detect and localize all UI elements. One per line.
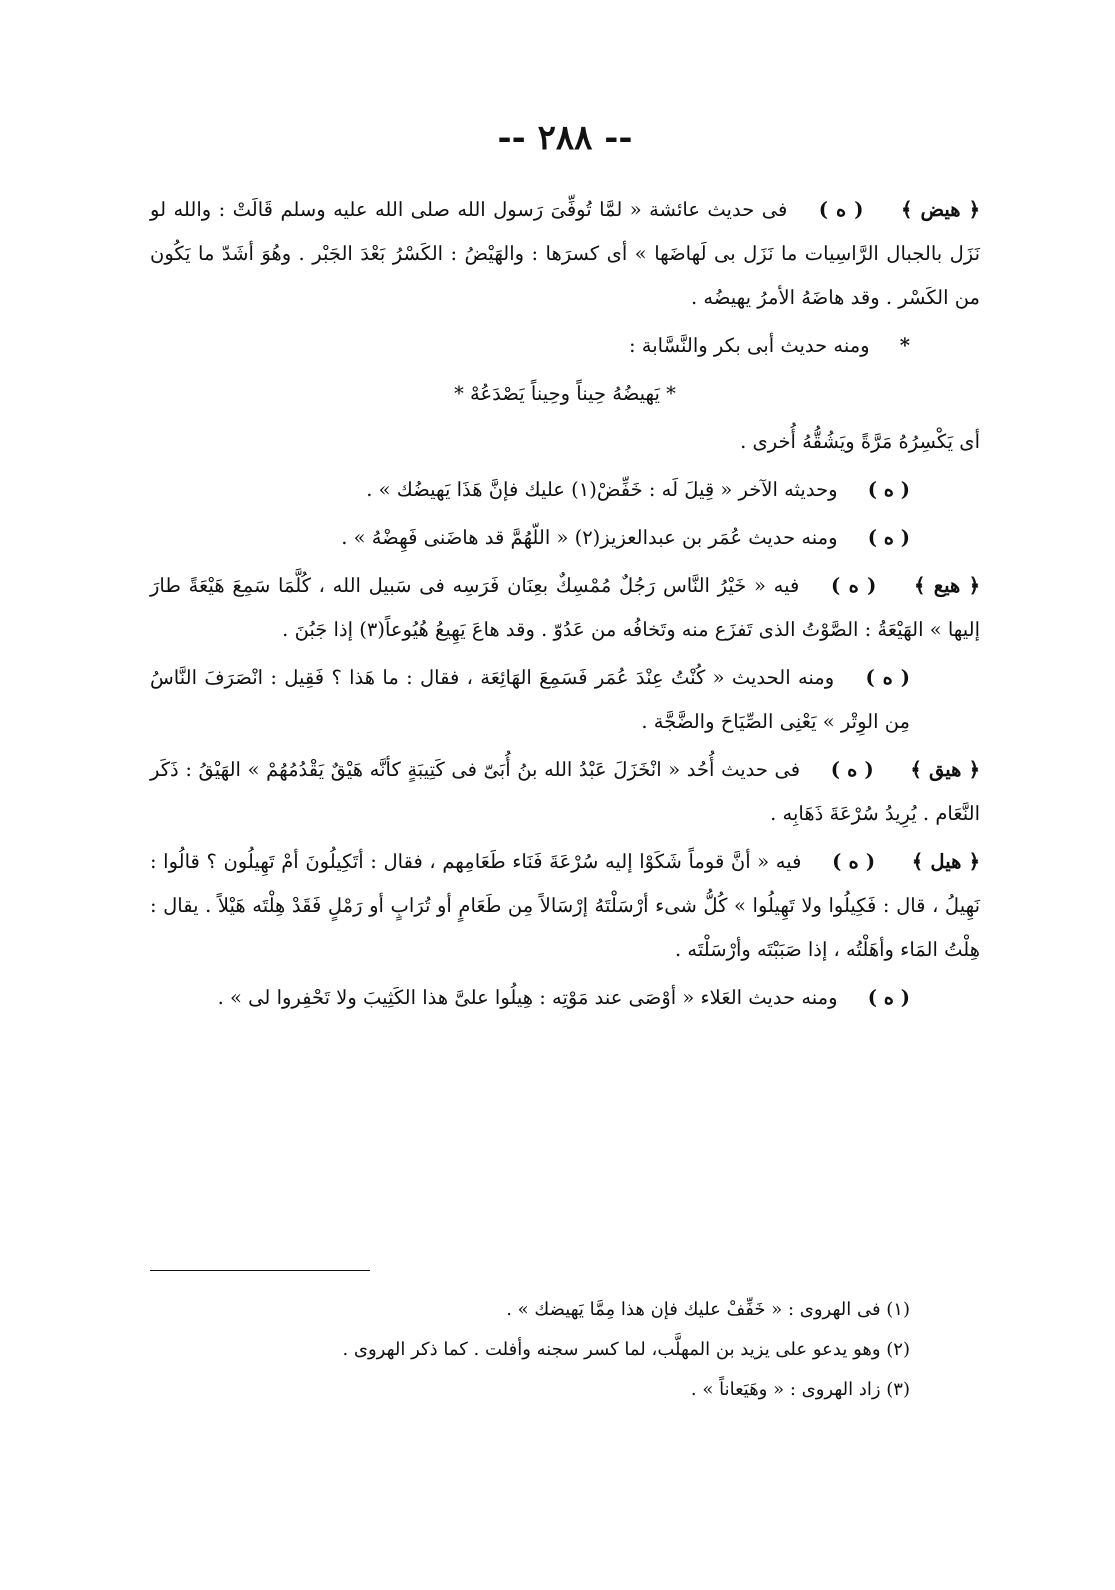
footnote-1: (١) فى الهروى : « خَفِّفْ عليك فإن هذا مِمَّا يَهيضك » . xyxy=(506,1299,910,1320)
source-mark: ( ه ) xyxy=(867,478,910,501)
entry-text: ومنه حديث عُمَر بن عبدالعزيز(٢) « اللّهُمَّ قد هاضَنى فَهِضْهُ » . xyxy=(341,526,838,549)
source-mark: ( ه ) xyxy=(830,758,874,781)
entry-keyword: ﴿ هيق ﴾ xyxy=(910,758,981,781)
footnote-3: (٣) زاد الهروى : « وهَيَعاناً » . xyxy=(690,1379,910,1400)
entry-gloss xyxy=(150,420,980,464)
entry-subitem xyxy=(150,516,980,560)
star-mark: * xyxy=(899,334,910,357)
entry-subitem xyxy=(150,656,980,744)
main-text xyxy=(150,188,980,1024)
source-mark: ( ه ) xyxy=(867,986,910,1009)
verse-text: * يَهيضُهُ حِيناً وحِيناً يَصْدَعُهْ * xyxy=(454,382,676,405)
entry-text: فيه « خَيْرُ النَّاس رَجُلٌ مُمْسِكٌ بعِنَان فَرَسِه فى سَبيل الله ، كُلَّمَا سَمِعَ هَيْعَةً طارَ إليها » الهَيْعَةُ : الصَّوْتُ الذى تَفزَع منه وتَخافُه من عَدُوّ . وقد هاعَ يَهِيعُ هُيُوعاً(٣) إذا جَبُنَ . xyxy=(150,574,980,641)
page-number: -- ٢٨٨ -- xyxy=(497,118,633,158)
entry-keyword: ﴿ هيض ﴾ xyxy=(901,198,981,221)
entry-text: فى حديث عائشة « لمَّا تُوفِّىَ رَسول الله صلى الله عليه وسلم قَالَتْ : والله لو نَزَل بالجبال الرَّاسِيات ما نَزَل بى لَهاضَها » أى كسرَها : والهَيْضُ : الكَسْرُ بَعْدَ الجَبْر . وهُوَ أشَدّ ما يَكُون من الكَسْر . وقد هاضَهُ الأمرُ يهيضُه . xyxy=(150,198,980,309)
entry-subitem xyxy=(150,468,980,512)
page xyxy=(150,0,980,1590)
source-mark: ( ه ) xyxy=(867,526,910,549)
footnotes xyxy=(150,1290,980,1410)
entry-text: ومنه حديث أبى بكر والنَّسَّابة : xyxy=(629,334,870,357)
source-mark: ( ه ) xyxy=(832,850,876,873)
entry-hayl xyxy=(150,840,980,972)
entry-keyword: ﴿ هيل ﴾ xyxy=(911,850,980,873)
entry-subitem xyxy=(150,976,980,1020)
verse-line xyxy=(150,372,980,416)
source-mark: ( ه ) xyxy=(865,666,911,689)
entry-hay xyxy=(150,564,980,652)
entry-subitem xyxy=(150,324,980,368)
entry-text: أى يَكْسِرُهُ مَرَّةً ويَشُقُّهُ أُخرى . xyxy=(740,430,980,453)
entry-hayq xyxy=(150,748,980,836)
entry-text: وحديثه الآخر « قِيلَ لَه : خَفِّضْ(١) عليك فإنَّ هَذَا يَهيضُك » . xyxy=(366,478,838,501)
source-mark: ( ه ) xyxy=(818,198,864,221)
source-mark: ( ه ) xyxy=(831,574,877,597)
entry-hayd xyxy=(150,188,980,320)
entry-text: ومنه حديث العَلاء « أوْصَى عند مَوْتِه : هِيلُوا علىَّ هذا الكَثِيبَ ولا تَحْفِروا لى » . xyxy=(217,986,838,1009)
entry-keyword: ﴿ هيع ﴾ xyxy=(914,574,980,597)
entry-text: فى حديث أُحُد « انْخَزَلَ عَبْدُ الله بنُ أُبَىّ فى كَتِيبَةٍ كأنَّه هَيْقٌ يَقْدُمُهُمْ » الهَيْقُ : ذَكَر النَّعَام . يُرِيدُ سُرْعَةَ ذَهَابِه . xyxy=(150,758,980,825)
entry-text: ومنه الحديث « كُنْتُ عِنْدَ عُمَر فَسَمِعَ الهَائِعَة ، فقال : ما هَذا ؟ فَقِيل : انْصَرَفَ النَّاسُ مِن الوِتْر » يَعْنِى الصِّيَاحَ والضَّجَّة . xyxy=(150,666,910,733)
footnote-2: (٢) وهو يدعو على يزيد بن المهلَّب، لما كسر سجنه وأفلت . كما ذكر الهروى . xyxy=(342,1339,910,1360)
footnote-divider xyxy=(150,1270,370,1271)
entry-text: فيه « أنَّ قوماً شَكَوْا إليه سُرْعَةَ فَنَاء طَعَامِهم ، فقال : أتَكِيلُونَ أمْ تَهِيلُون ؟ قالُوا : نَهِيلُ ، قال : فَكِيلُوا ولا تَهِيلُوا » كُلُّ شىء أرْسَلْتَهُ إرْسَالاً مِن طَعَامٍ أو تُرَابٍ أو رَمْلٍ فَقَدْ هِلْتَه هَيْلاً . يقال : هِلْتُ المَاء وأهَلْتُه ، إذا صَبَبْتَه وأرْسَلْتَه . xyxy=(150,850,980,961)
